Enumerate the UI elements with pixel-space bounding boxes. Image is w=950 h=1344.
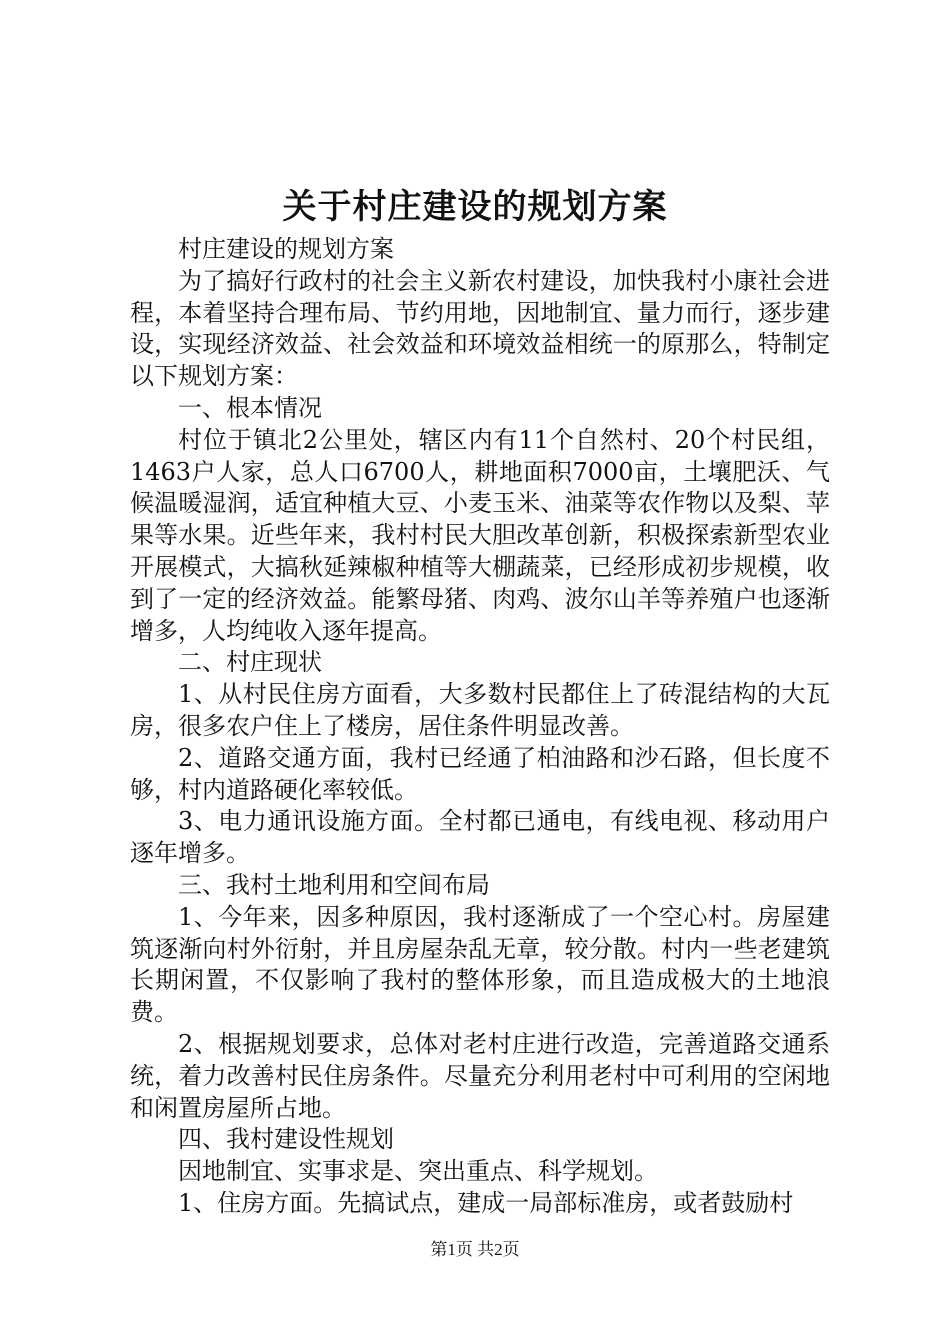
paragraph-housing-status: 1、从村民住房方面看，大多数村民都住上了砖混结构的大瓦房，很多农户住上了楼房，居住条件明显改善。	[130, 680, 830, 740]
document-title: 关于村庄建设的规划方案	[282, 187, 668, 227]
page-footer: 第1页 共2页	[430, 1240, 520, 1259]
paragraph-plan-principle: 因地制宜、实事求是、突出重点、科学规划。	[178, 1157, 658, 1186]
section-heading-land: 三、我村土地利用和空间布局	[178, 870, 490, 899]
section-heading-status: 二、村庄现状	[178, 648, 322, 677]
paragraph-basic-situation: 村位于镇北2公里处，辖区内有11个自然村、20个村民组，1463户人家，总人口6700人，耕地面积7000亩，土壤肥沃、气候温暖湿润，适宜种植大豆、小麦玉米、油菜等农作物以及梨、苹果等水果。近些年来，我村村民大胆改革创新，积极探索新型农业开展模式，大搞秋延辣椒种植等大棚蔬菜，已经形成初步规模，收到了一定的经济效益。能繁母猪、肉鸡、波尔山羊等养殖户也逐渐增多，人均纯收入逐年提高。	[130, 425, 830, 645]
paragraph-subtitle: 村庄建设的规划方案	[178, 235, 394, 263]
paragraph-land-1: 1、今年来，因多种原因，我村逐渐成了一个空心村。房屋建筑逐渐向村外衍射，并且房屋杂乱无章，较分散。村内一些老建筑长期闲置，不仅影响了我村的整体形象，而且造成极大的土地浪费。	[130, 902, 830, 1027]
paragraph-plan-housing: 1、住房方面。先搞试点，建成一局部标准房，或者鼓励村	[178, 1188, 794, 1217]
section-heading-basic: 一、根本情况	[178, 393, 322, 422]
paragraph-power-status: 3、电力通讯设施方面。全村都已通电，有线电视、移动用户逐年增多。	[130, 807, 830, 868]
paragraph-intro: 为了搞好行政村的社会主义新农村建设，加快我村小康社会进程，本着坚持合理布局、节约用地，因地制宜、量力而行，逐步建设，实现经济效益、社会效益和环境效益相统一的原那么，特制定以下规划方案：	[130, 266, 830, 391]
section-heading-plan: 四、我村建设性规划	[178, 1125, 394, 1154]
paragraph-road-status: 2、道路交通方面，我村已经通了柏油路和沙石路，但长度不够，村内道路硬化率较低。	[130, 743, 830, 804]
paragraph-land-2: 2、根据规划要求，总体对老村庄进行改造，完善道路交通系统，着力改善村民住房条件。尽量充分利用老村中可利用的空闲地和闲置房屋所占地。	[130, 1029, 830, 1122]
document-body	[130, 234, 830, 1220]
